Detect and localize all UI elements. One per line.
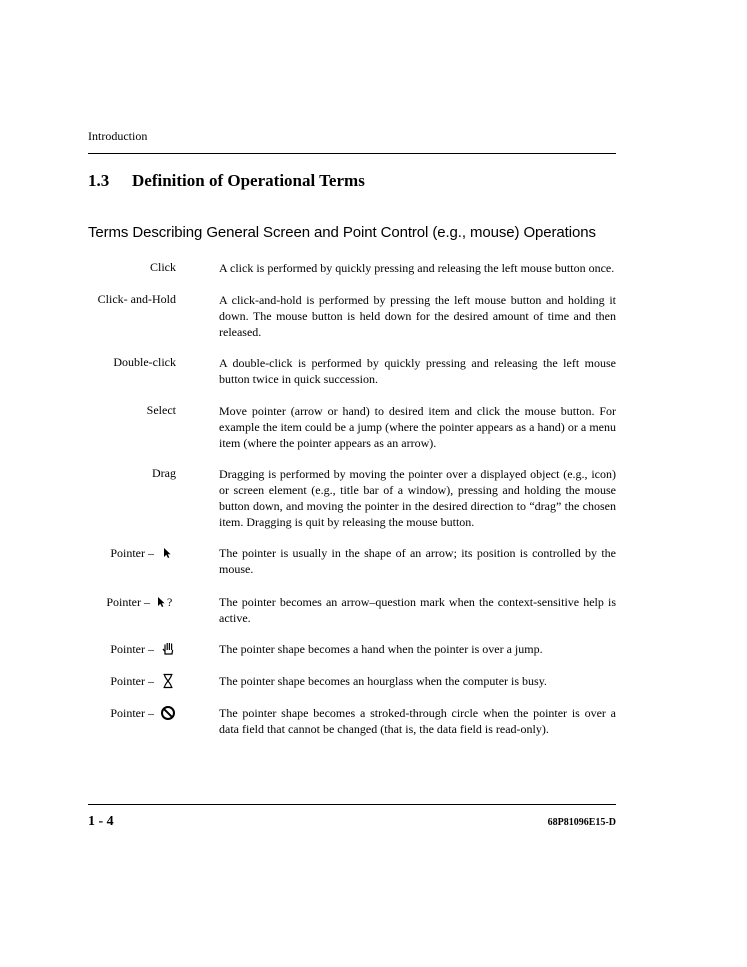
definition-pointer-arrow: The pointer is usually in the shape of an arrow; its position is controlled by the mouse. [219, 546, 616, 576]
definition-select: Move pointer (arrow or hand) to desired item and click the mouse button. For example the item could be a jump (where the pointer appears as a hand) or a menu item (where the pointer appears as an arrow). [219, 404, 616, 450]
section-heading [88, 171, 365, 191]
footer-rule [88, 804, 616, 805]
term-click: Click [150, 260, 176, 274]
term-click-and-hold: Click- and-Hold [97, 292, 176, 306]
no-entry-icon [160, 705, 176, 721]
arrow-pointer-icon [160, 545, 176, 561]
term-select: Select [146, 403, 176, 417]
subheading: Terms Describing General Screen and Point Control (e.g., mouse) Operations [88, 224, 596, 241]
term-label: Pointer – [110, 705, 154, 720]
section-title: Definition of Operational Terms [132, 171, 365, 190]
section-number: 1.3 [88, 171, 110, 190]
help-pointer-icon [156, 594, 176, 610]
definition-double-click: A double-click is performed by quickly pressing and releasing the left mouse button twice in quick succession. [219, 356, 616, 386]
running-head: Introduction [88, 129, 148, 143]
definition-pointer-help: The pointer becomes an arrow–question mark when the context-sensitive help is active. [219, 595, 616, 625]
help-icon-glyph: ? [167, 594, 173, 609]
definition-pointer-hourglass: The pointer shape becomes an hourglass when the computer is busy. [219, 674, 547, 688]
term-pointer-help [106, 594, 176, 610]
term-label: Pointer – [106, 594, 150, 609]
footer-doc-number: 68P81096E15-D [547, 817, 616, 828]
term-label: Pointer – [110, 641, 154, 656]
term-double-click: Double-click [113, 355, 176, 369]
hand-pointer-icon [160, 641, 176, 657]
term-pointer-hourglass [110, 673, 176, 689]
definition-pointer-hand: The pointer shape becomes a hand when the pointer is over a jump. [219, 642, 543, 656]
term-pointer-arrow [110, 545, 176, 561]
definition-drag: Dragging is performed by moving the pointer over a displayed object (e.g., icon) or screen element (e.g., title bar of a window), pressing and holding the mouse button down, and moving the pointer in the desired direction to “drag” the chosen item. Dragging is quit by releasing the mouse button. [219, 467, 616, 529]
definition-click-and-hold: A click-and-hold is performed by pressing the left mouse button and holding it down. The mouse button is held down for the desired amount of time and then released. [219, 293, 616, 339]
term-drag: Drag [152, 466, 176, 480]
header-rule [88, 153, 616, 154]
hourglass-icon [160, 673, 176, 689]
definition-pointer-no-entry: The pointer shape becomes a stroked-through circle when the pointer is over a data field that cannot be changed (that is, the data field is read-only). [219, 706, 616, 736]
footer-page-number: 1 - 4 [88, 814, 114, 829]
definition-click: A click is performed by quickly pressing and releasing the left mouse button once. [219, 261, 615, 275]
term-pointer-no-entry [110, 705, 176, 721]
term-pointer-hand [110, 641, 176, 657]
term-label: Pointer – [110, 673, 154, 688]
term-label: Pointer – [110, 545, 154, 560]
